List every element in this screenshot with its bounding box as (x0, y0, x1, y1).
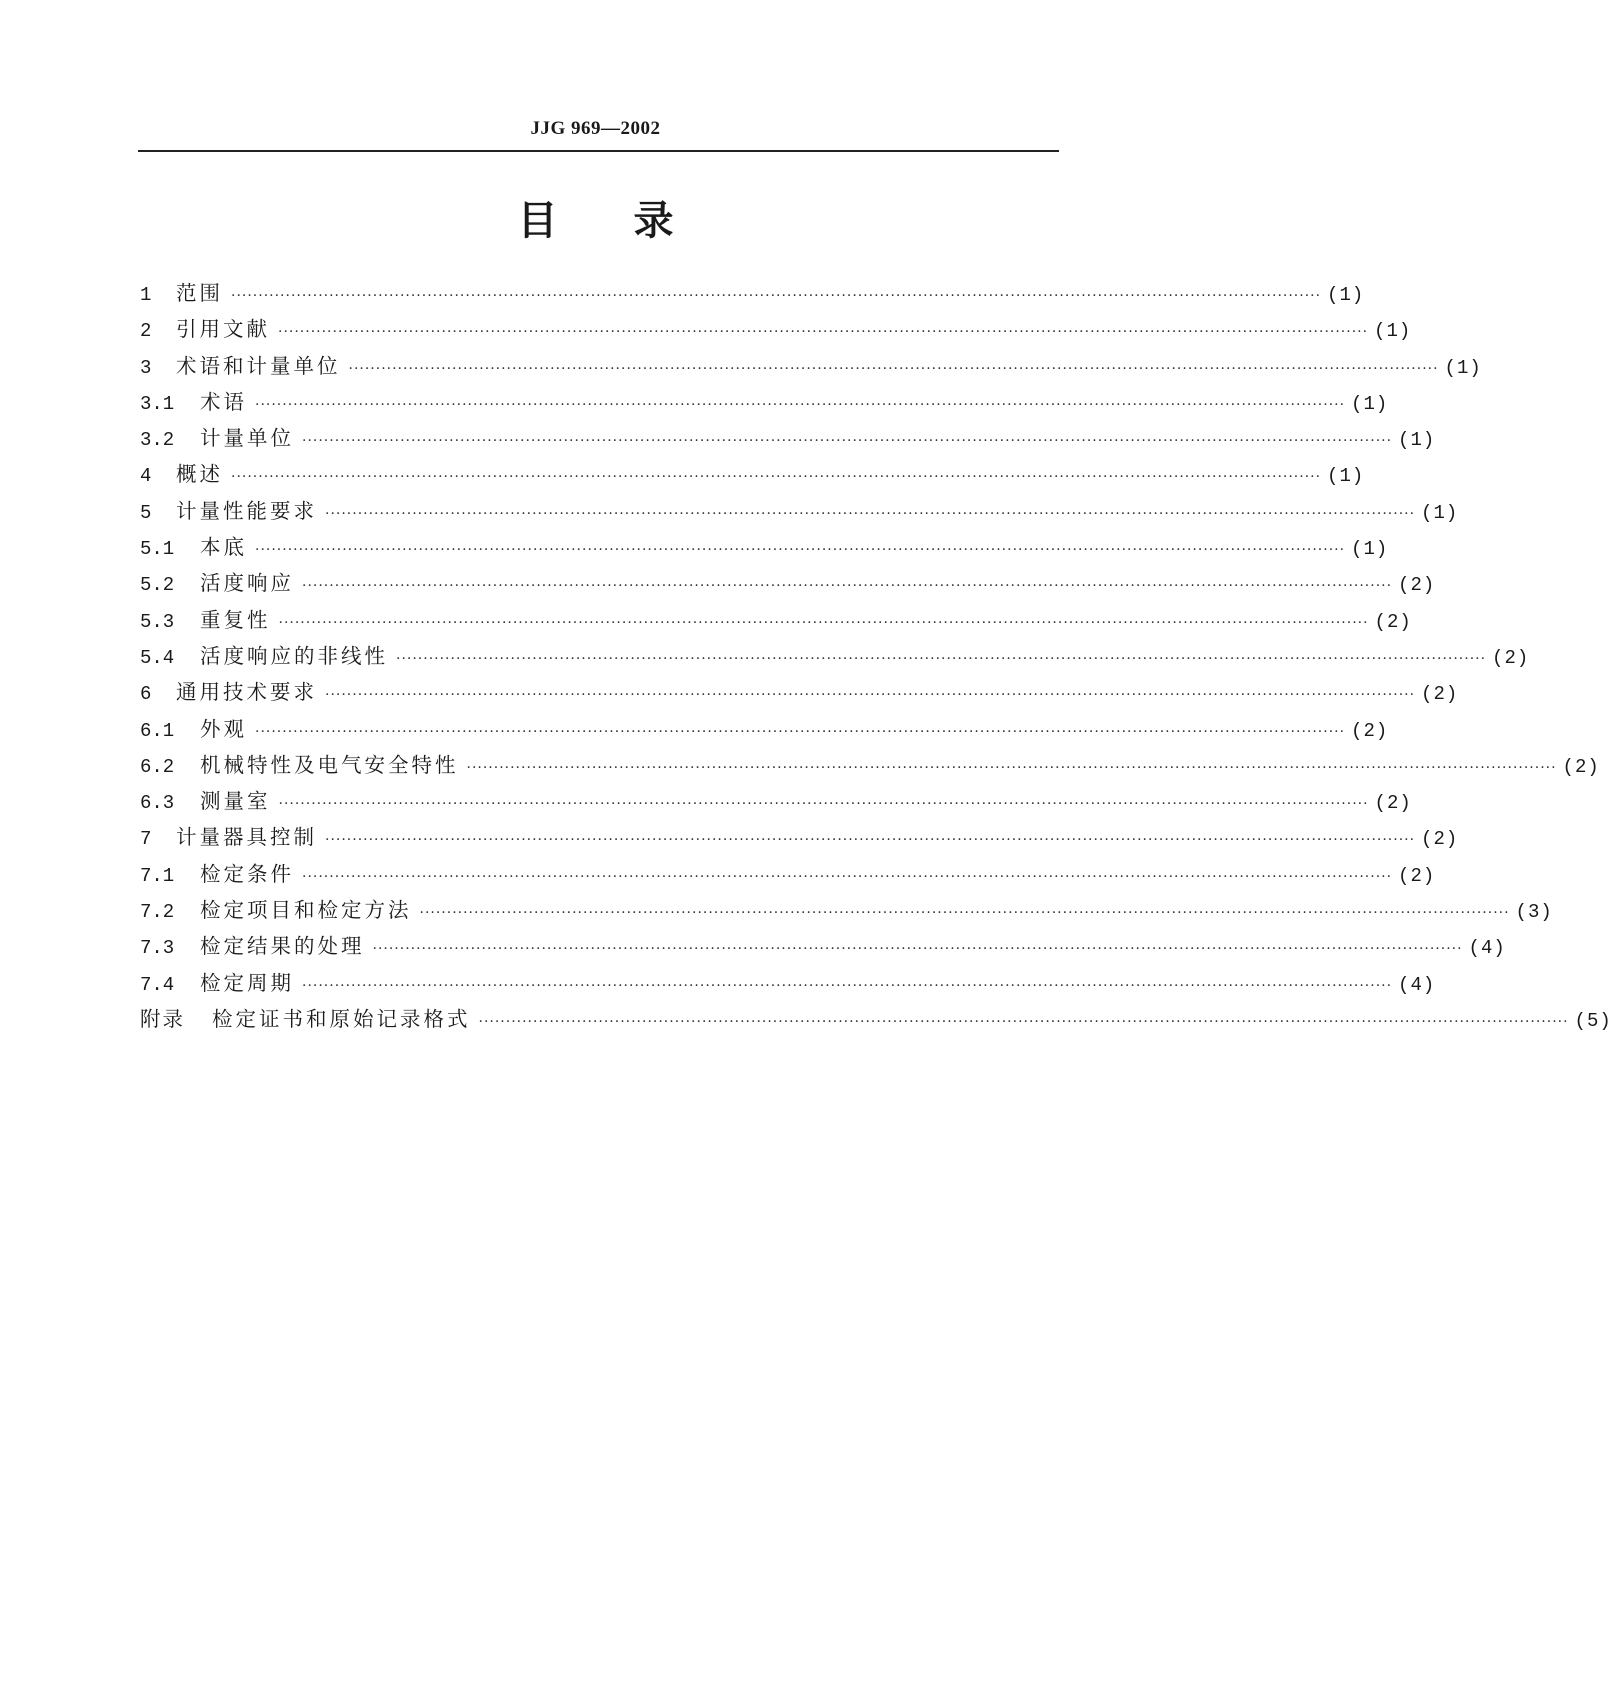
toc-entry-page: (1) (1374, 320, 1412, 343)
toc-entry-title: 检定证书和原始记录格式 (212, 1006, 471, 1031)
toc-entry[interactable] (140, 714, 1389, 750)
toc-entry-title: 引用文献 (176, 317, 270, 342)
toc-entry-page: (2) (1398, 574, 1436, 597)
toc-entry[interactable] (140, 605, 1412, 641)
toc-entry-page: (4) (1398, 973, 1436, 996)
toc-entry-number: 7.3 (140, 937, 175, 960)
toc-leader-dots: ········································································································································································································ (255, 542, 1346, 559)
toc-entry-number: 5.3 (140, 610, 175, 633)
toc-entry-page: (2) (1374, 792, 1412, 815)
toc-entry[interactable] (140, 895, 1553, 931)
toc-entry-number: 1 (140, 284, 152, 306)
toc-entry-title: 概述 (176, 462, 223, 487)
toc-entry-number: 3.2 (140, 429, 175, 452)
toc-entry-page: (4) (1468, 937, 1506, 960)
toc-entry-title: 外观 (200, 716, 247, 741)
toc-leader-dots: ········································································································································································································ (302, 433, 1393, 450)
toc-entry-number: 7.1 (140, 864, 175, 887)
toc-entry-number: 6 (140, 683, 152, 706)
toc-leader-dots: ········································································································································································································ (231, 469, 1322, 486)
toc-entry[interactable] (140, 968, 1436, 1004)
toc-leader-dots: ········································································································································································································ (466, 759, 1557, 776)
toc-entry-number: 3.1 (140, 392, 175, 415)
toc-leader-dots: ········································································································································································································ (278, 324, 1369, 341)
table-of-contents (140, 278, 1612, 1040)
toc-leader-dots: ········································································································································································································ (372, 941, 1463, 958)
toc-entry[interactable] (140, 931, 1506, 967)
toc-entry-number: 7 (140, 828, 152, 851)
toc-entry-page: (2) (1421, 683, 1459, 706)
toc-entry-page: (2) (1492, 646, 1530, 669)
toc-entry[interactable] (140, 314, 1412, 350)
toc-entry[interactable] (140, 641, 1530, 677)
toc-entry-title: 检定条件 (200, 861, 294, 886)
toc-entry[interactable] (140, 387, 1389, 423)
standard-code: JJG 969—2002 (530, 118, 661, 139)
toc-leader-dots: ········································································································································································································ (478, 1013, 1569, 1030)
toc-leader-dots: ········································································································································································································ (348, 360, 1439, 377)
toc-leader-dots: ········································································································································································································ (396, 650, 1487, 667)
toc-entry[interactable] (140, 822, 1459, 858)
toc-entry-number: 5.1 (140, 538, 175, 561)
toc-entry-number: 7.4 (140, 973, 175, 996)
toc-entry-title: 计量器具控制 (176, 825, 317, 850)
toc-leader-dots: ········································································································································································································ (325, 832, 1416, 849)
toc-entry-page: (1) (1351, 538, 1389, 561)
toc-leader-dots: ········································································································································································································ (302, 868, 1393, 885)
toc-entry-title: 测量室 (200, 789, 271, 814)
toc-entry[interactable] (140, 278, 1365, 314)
toc-entry[interactable] (140, 677, 1459, 713)
toc-entry-title: 范围 (176, 281, 223, 305)
toc-leader-dots: ········································································································································································································ (278, 614, 1369, 631)
toc-entry-page: (2) (1421, 828, 1459, 851)
toc-entry-appendix[interactable] (140, 1004, 1612, 1040)
toc-entry-number: 5.4 (140, 646, 175, 669)
toc-entry-number: 6.3 (140, 792, 175, 815)
toc-leader-dots: ········································································································································································································ (302, 977, 1393, 994)
toc-entry-number: 5 (140, 501, 152, 524)
page-title: 目录 (517, 198, 750, 244)
toc-entry[interactable] (140, 532, 1389, 568)
toc-leader-dots: ········································································································································································································ (278, 796, 1369, 813)
toc-entry-page: (1) (1327, 284, 1365, 306)
toc-entry-title: 机械特性及电气安全特性 (200, 752, 459, 777)
toc-entry-number: 5.2 (140, 574, 175, 597)
toc-entry-page: (1) (1421, 501, 1459, 524)
toc-entry-page: (1) (1398, 429, 1436, 452)
toc-entry-title: 检定结果的处理 (200, 934, 365, 959)
toc-entry-number: 2 (140, 320, 152, 343)
toc-entry-number: 附录 (140, 1006, 185, 1031)
toc-entry-number: 7.2 (140, 901, 175, 924)
toc-entry[interactable] (140, 423, 1436, 459)
toc-entry-number: 6.1 (140, 719, 175, 742)
toc-leader-dots: ········································································································································································································ (325, 505, 1416, 522)
toc-entry[interactable] (140, 786, 1412, 822)
toc-entry[interactable] (140, 459, 1365, 495)
toc-entry-title: 术语和计量单位 (176, 353, 341, 378)
toc-leader-dots: ········································································································································································································ (419, 905, 1510, 922)
toc-entry-page: (2) (1351, 719, 1389, 742)
toc-entry-title: 本底 (200, 535, 247, 560)
toc-entry-number: 6.2 (140, 755, 175, 778)
toc-leader-dots: ········································································································································································································ (255, 723, 1346, 740)
toc-entry-page: (2) (1374, 610, 1412, 633)
toc-entry-page: (5) (1574, 1009, 1612, 1032)
toc-leader-dots: ········································································································································································································ (231, 288, 1322, 304)
toc-entry-title: 计量性能要求 (176, 498, 317, 523)
toc-entry-page: (1) (1351, 392, 1389, 415)
toc-entry-title: 检定周期 (200, 970, 294, 995)
toc-entry-title: 通用技术要求 (176, 680, 317, 705)
toc-entry[interactable] (140, 496, 1459, 532)
toc-entry[interactable] (140, 351, 1482, 387)
toc-entry-title: 活度响应的非线性 (200, 643, 388, 668)
toc-entry-title: 活度响应 (200, 571, 294, 596)
toc-entry-title: 计量单位 (200, 426, 294, 451)
toc-entry-page: (1) (1327, 465, 1365, 488)
toc-leader-dots: ········································································································································································································ (302, 578, 1393, 595)
toc-entry[interactable] (140, 750, 1600, 786)
toc-leader-dots: ········································································································································································································ (325, 687, 1416, 704)
toc-entry-title: 术语 (200, 389, 247, 414)
toc-entry-page: (2) (1398, 864, 1436, 887)
toc-entry-page: (3) (1515, 901, 1553, 924)
toc-entry-number: 4 (140, 465, 152, 488)
toc-entry[interactable] (140, 568, 1436, 604)
toc-entry-title: 检定项目和检定方法 (200, 898, 412, 923)
toc-entry[interactable] (140, 859, 1436, 895)
toc-entry-page: (2) (1562, 755, 1600, 778)
toc-leader-dots: ········································································································································································································ (255, 396, 1346, 413)
toc-entry-title: 重复性 (200, 607, 271, 632)
toc-entry-number: 3 (140, 356, 152, 379)
header-divider (138, 150, 1059, 152)
toc-entry-page: (1) (1444, 356, 1482, 379)
